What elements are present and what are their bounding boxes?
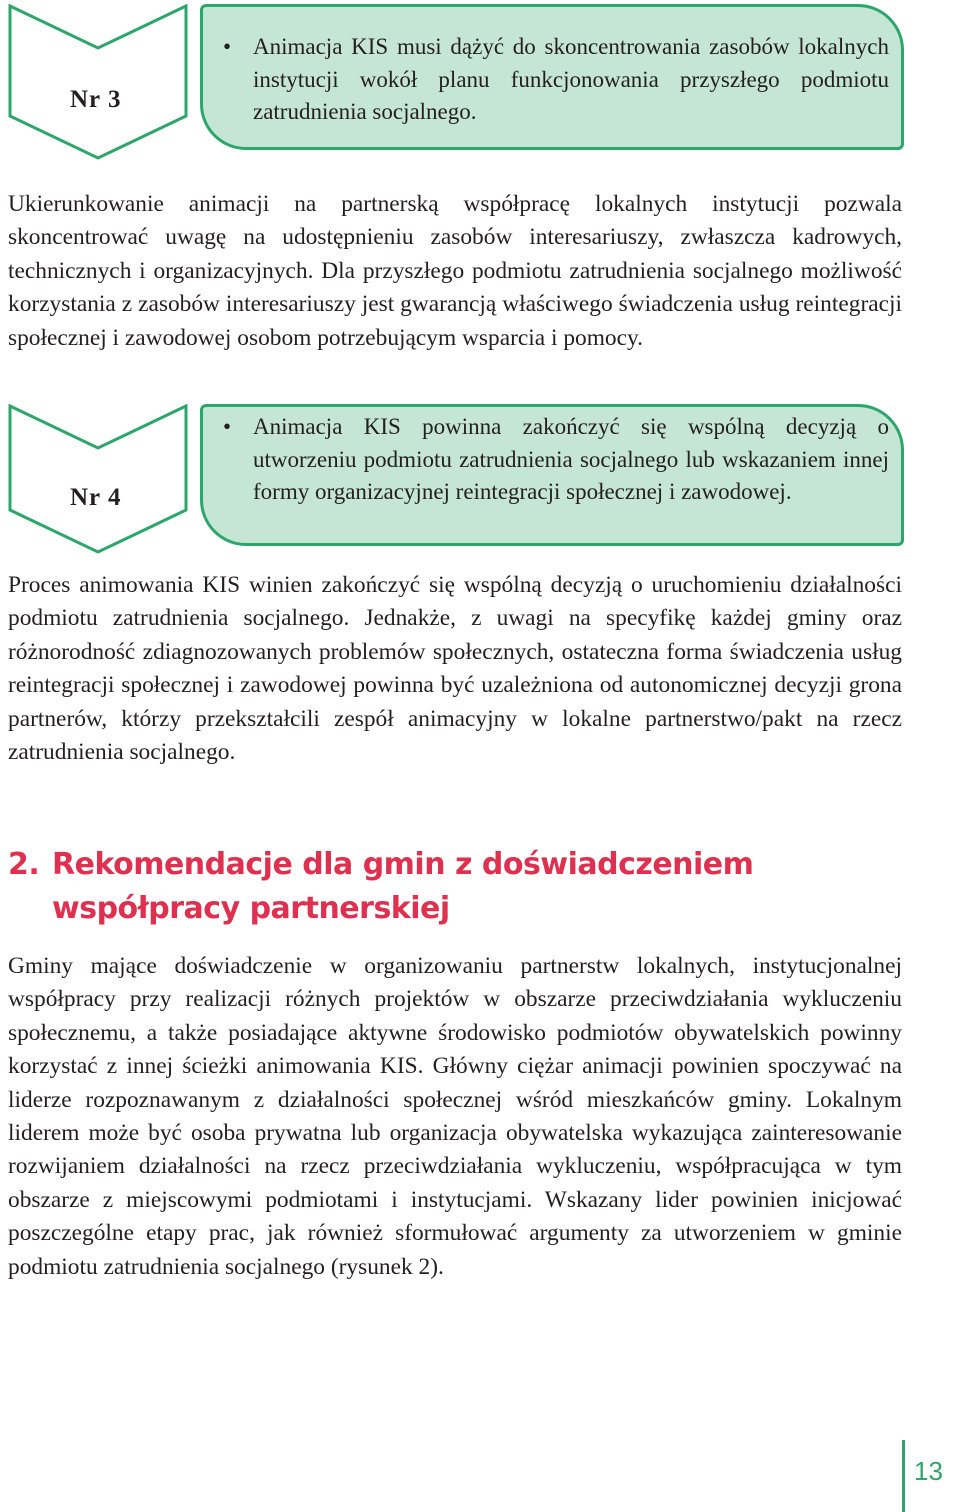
step-box <box>200 404 904 546</box>
page-number-rule <box>902 1440 905 1512</box>
paragraph-1: Ukierunkowanie animacji na partnerską współpracę lokalnych instytucji pozwala skoncentrować uwagę na udostępnieniu zasobów interesariuszy, zwłaszcza kadrowych, technicznych i organizacyjnych. Dla przyszłego podmiotu zatrudnienia socjalnego możliwość korzystania z zasobów interesariuszy jest gwarancją właściwego świadczenia usług reintegracji społecznej i zawodowej osobom potrzebującym wsparcia i pomocy. <box>8 191 902 351</box>
step-label: Nr 3 <box>70 86 122 113</box>
step-box <box>200 4 904 150</box>
step-nr-3 <box>8 4 904 160</box>
bullet-text: Animacja KIS musi dążyć do skoncentrowania zasobów lokalnych instytucji wokół planu funkcjonowania przyszłego podmiotu zatrudnienia socjalnego. <box>253 34 889 124</box>
bullet-icon: • <box>223 414 232 439</box>
page-number: 13 <box>914 1456 943 1486</box>
paragraph-3: Gminy mające doświadczenie w organizowaniu partnerstw lokalnych, instytucjonalnej współpracy przy realizacji różnych projektów w obszarze przeciwdziałania wykluczeniu społecznemu, a także posiadające aktywne środowisko podmiotów obywatelskich powinny korzystać z innej ścieżki animowania KIS. Główny ciężar animacji powinien spoczywać na liderze rozpoznawanym z działalności społecznej wśród mieszkańców gminy. Lokalnym liderem może być osoba prywatna lub organizacja obywatelska wykazująca zainteresowanie rozwijaniem działalności na rzecz przeciwdziałania wykluczeniu, współpracująca w tym obszarze z miejscowymi podmiotami i instytucjami. Wskazany lider powinien inicjować poszczególne etapy prac, jak również sformułować argumenty za utworzeniem w gminie podmiotu zatrudnienia socjalnego (rysunek 2). <box>8 953 902 1280</box>
chevron-arrow-icon <box>8 4 188 160</box>
bullet-item <box>223 31 889 129</box>
section-number: 2. <box>8 847 40 882</box>
chevron-arrow-icon <box>8 404 188 554</box>
bullet-list <box>223 411 889 509</box>
bullet-list <box>223 31 889 129</box>
bullet-text: Animacja KIS powinna zakończyć się wspólną decyzją o utworzeniu podmiotu zatrudnienia socjalnego lub wskazaniem innej formy organizacyjnej reintegracji społecznej i zawodowej. <box>253 414 889 504</box>
step-label: Nr 4 <box>70 484 122 511</box>
paragraph-2: Proces animowania KIS winien zakończyć się wspólną decyzją o uruchomieniu działalności podmiotu zatrudnienia socjalnego. Jednakże, z uwagi na specyfikę każdej gminy oraz różnorodność zdiagnozowanych problemów społecznych, ostateczna forma świadczenia usług reintegracji społecznej i zawodowej powinna być uzależniona od autonomicznej decyzji grona partnerów, którzy przekształcili zespół animacyjny w lokalne partnerstwo/pakt na rzecz zatrudnienia socjalnego. <box>8 572 902 766</box>
section-heading <box>8 843 902 931</box>
step-nr-4 <box>8 404 904 554</box>
bullet-item <box>223 411 889 509</box>
section-title: Rekomendacje dla gmin z doświadczeniem współpracy partnerskiej <box>52 847 754 926</box>
bullet-icon: • <box>223 34 232 59</box>
